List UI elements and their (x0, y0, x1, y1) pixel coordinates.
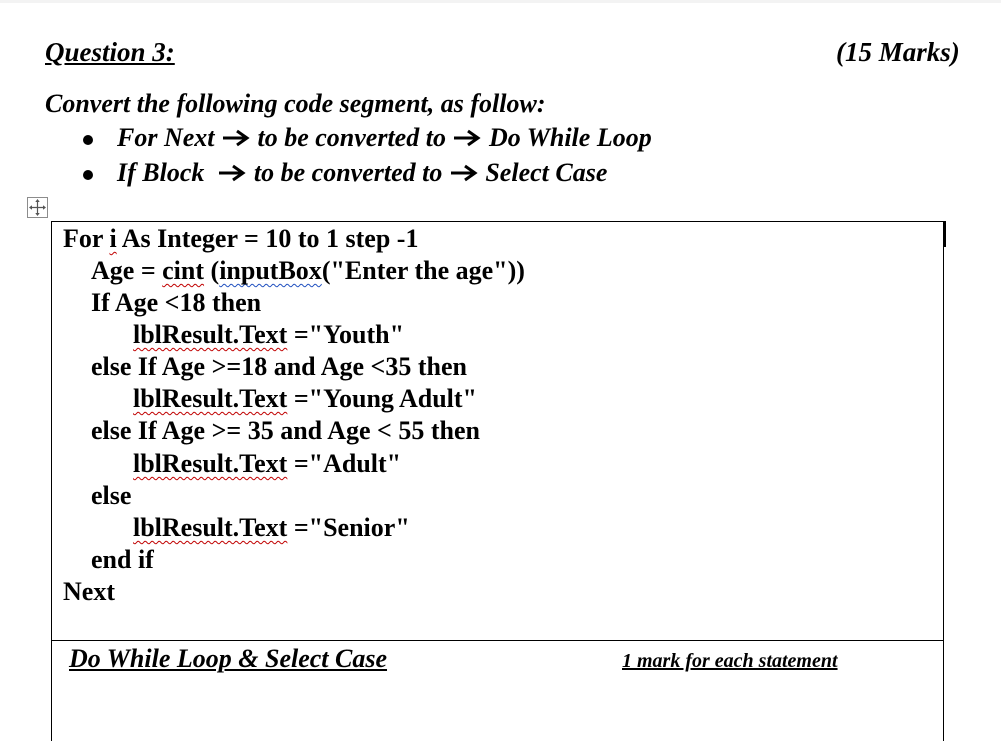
code-line: end if (91, 545, 154, 574)
code-line: else (91, 481, 132, 510)
code-token: lblResult.Text (133, 320, 288, 349)
conversion-from: If Block (117, 158, 205, 187)
move-handle-icon[interactable] (27, 197, 48, 218)
conversion-to: Do While Loop (488, 123, 652, 152)
code-token: For (63, 224, 110, 253)
code-line: Next (63, 577, 115, 606)
code-line (133, 320, 404, 350)
marking-note: 1 mark for each statement (622, 650, 838, 672)
conversion-connector: to be converted to (257, 123, 446, 152)
code-token: ("Enter the age")) (321, 256, 525, 285)
right-arrow-icon (217, 163, 247, 183)
code-line: else If Age >=18 and Age <35 then (91, 352, 467, 381)
code-line (133, 384, 477, 414)
conversion-line (117, 157, 607, 189)
table-edge-mark (943, 221, 946, 247)
code-token: lblResult.Text (133, 449, 288, 478)
code-token: ="Adult" (287, 449, 402, 478)
code-token: Age = (91, 256, 163, 285)
code-token: ="Young Adult" (287, 384, 477, 413)
question-title: Question 3: (45, 37, 175, 67)
right-arrow-icon (449, 163, 479, 183)
code-token: inputBox (219, 256, 322, 285)
bullet-dot-icon (83, 170, 93, 180)
code-line (133, 513, 410, 543)
code-token: lblResult.Text (133, 384, 288, 413)
code-line: If Age <18 then (91, 288, 262, 317)
code-token: ="Youth" (287, 320, 405, 349)
code-line (91, 256, 525, 286)
code-token: ( (204, 256, 220, 285)
right-arrow-icon (221, 128, 251, 148)
question-marks: (15 Marks) (836, 37, 960, 67)
answer-title: Do While Loop & Select Case (69, 644, 388, 673)
conversion-to: Select Case (485, 158, 608, 187)
conversion-line (117, 122, 652, 154)
conversion-connector: to be converted to (253, 158, 443, 187)
code-line (63, 224, 418, 254)
code-token: lblResult.Text (133, 513, 288, 542)
code-cell (52, 222, 943, 641)
code-line: else If Age >= 35 and Age < 55 then (91, 416, 480, 445)
code-token: ="Senior" (287, 513, 410, 542)
code-table (51, 221, 944, 741)
bullet-dot-icon (83, 135, 93, 145)
conversion-from: For Next (117, 123, 215, 152)
instruction-text: Convert the following code segment, as follow: (45, 89, 546, 118)
code-token: As Integer = 10 to 1 step -1 (116, 224, 419, 253)
page-top-edge (0, 0, 1001, 3)
code-token: i (109, 224, 117, 253)
code-token: cint (162, 256, 205, 285)
right-arrow-icon (452, 128, 482, 148)
code-line (133, 449, 401, 479)
